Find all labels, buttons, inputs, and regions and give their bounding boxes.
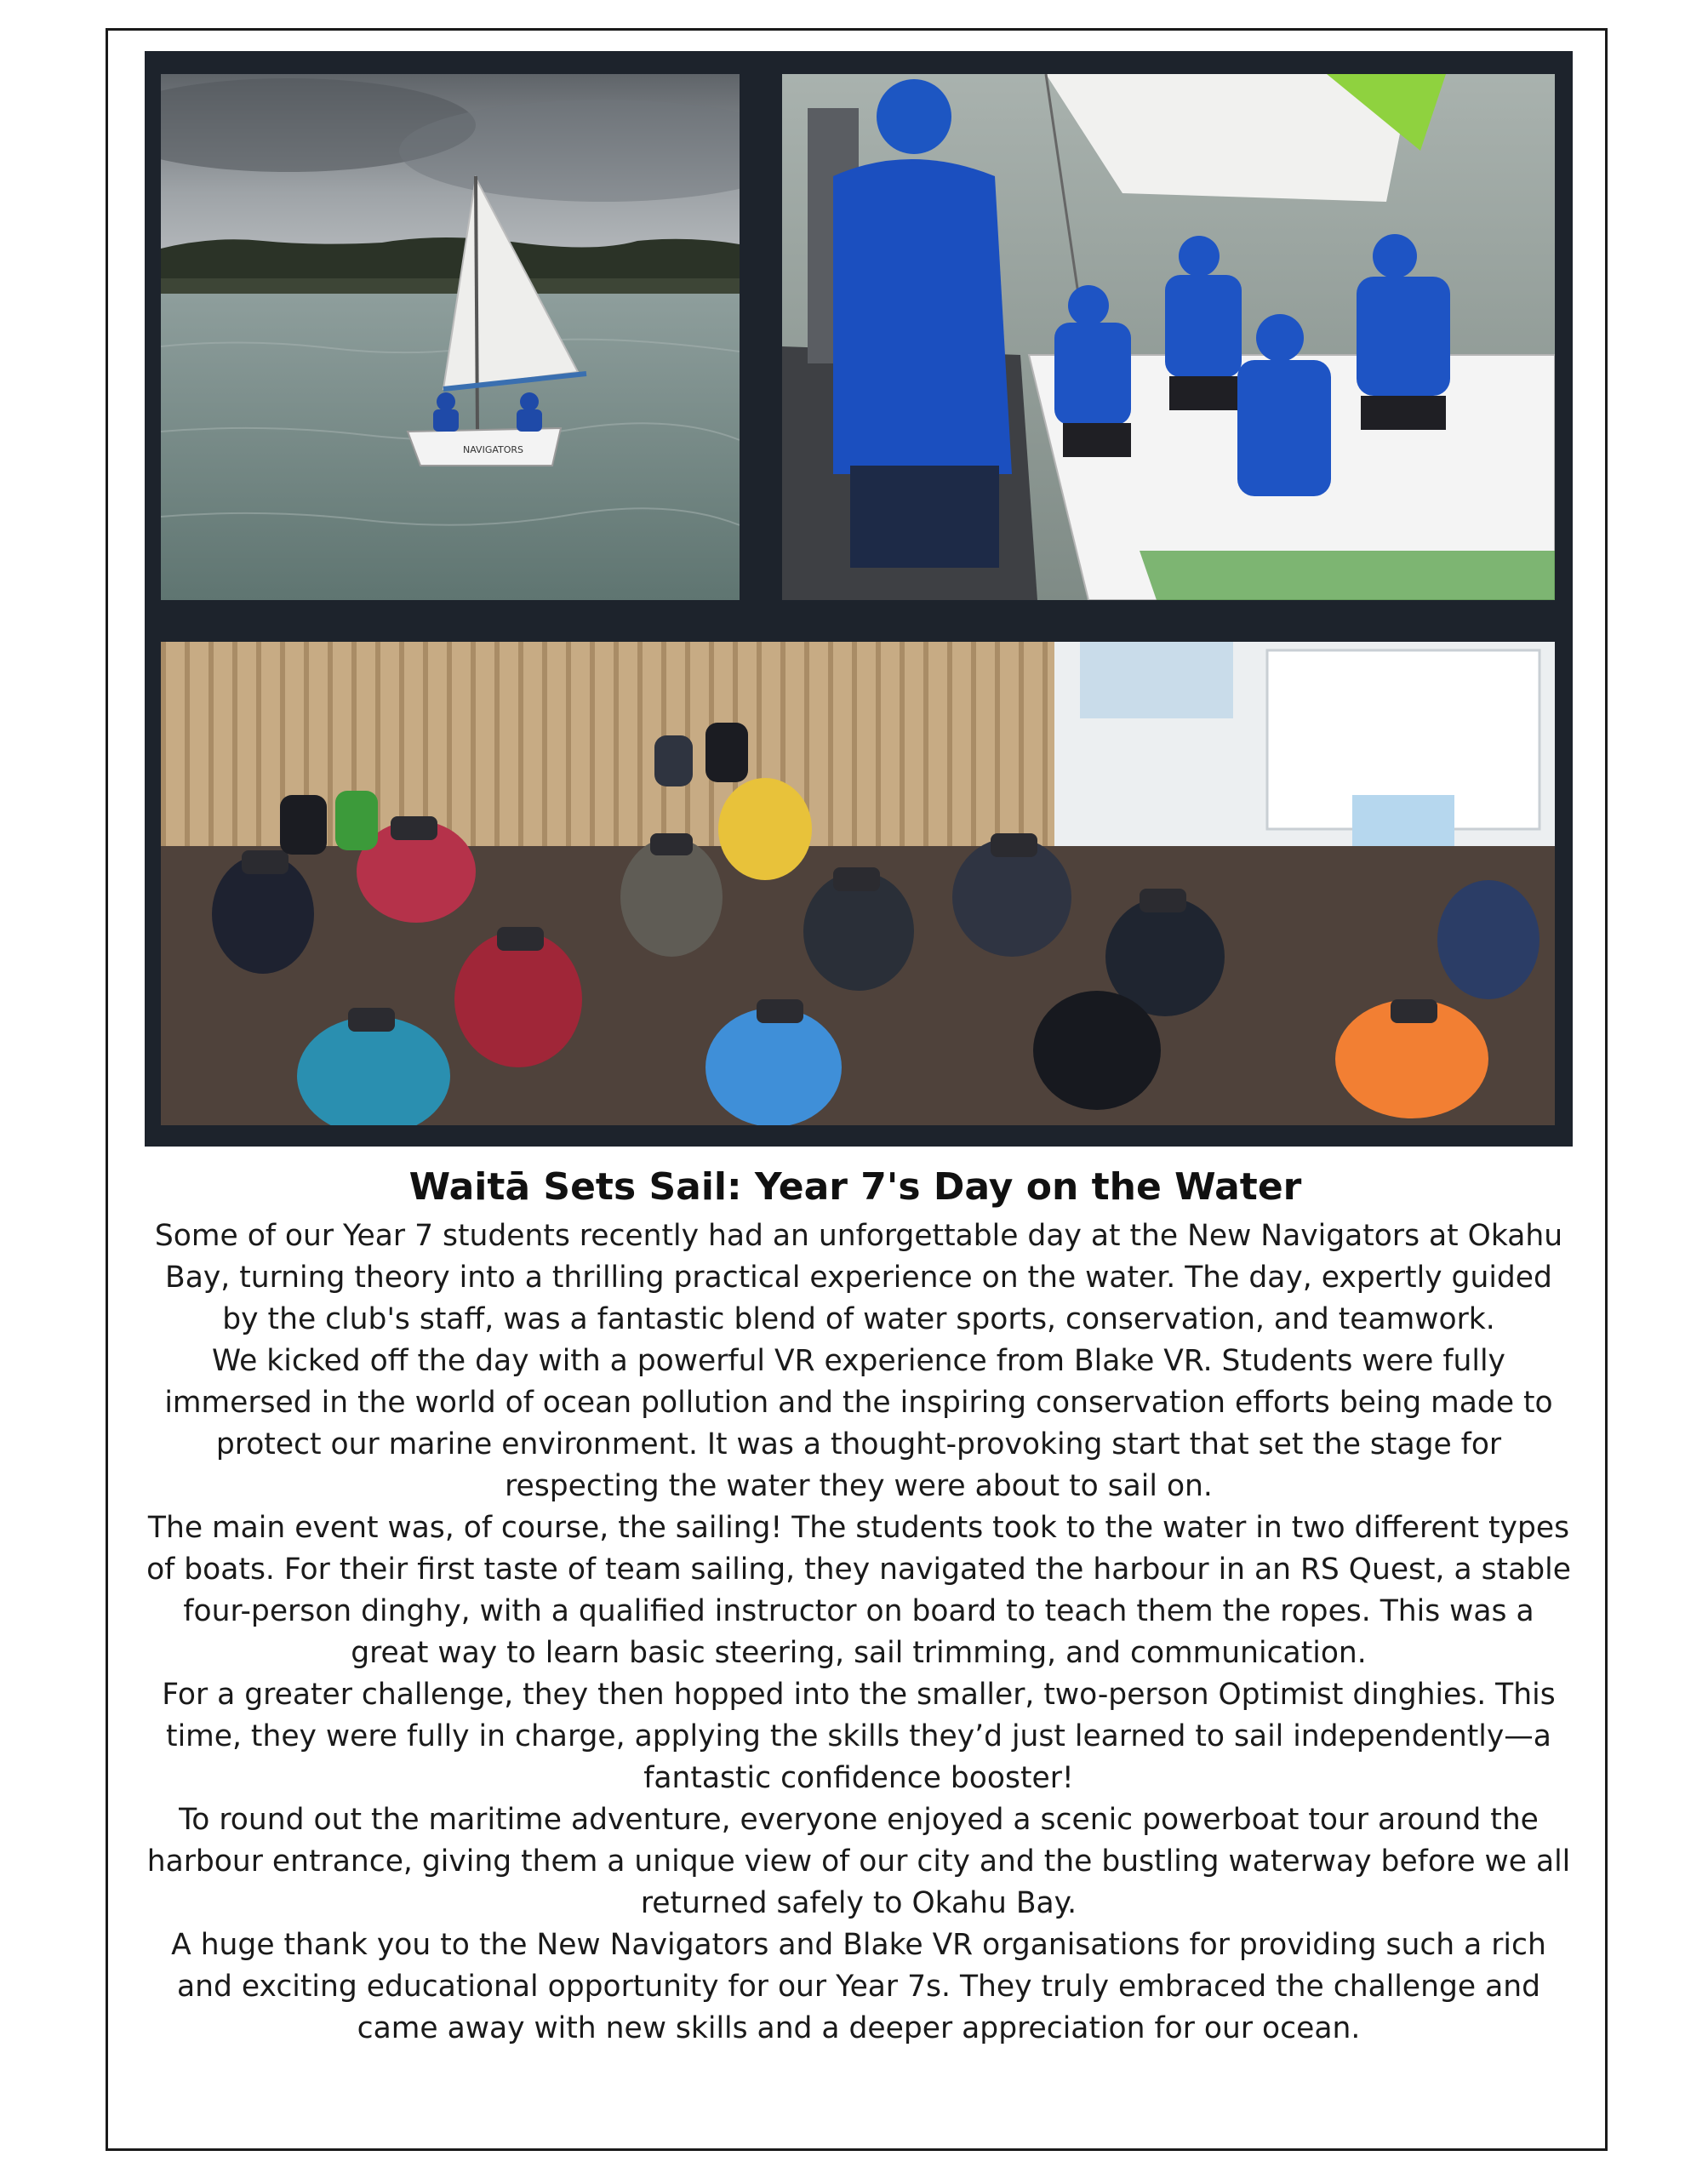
hull-lettering: NAVIGATORS — [463, 444, 524, 455]
article-title: Waitā Sets Sail: Year 7's Day on the Water — [408, 1165, 1302, 1209]
article-paragraph: For a greater challenge, they then hopped into the smaller, two-person Optimist dinghies. This time, they were fully in charge, applying the skills they’d just learned to sail independently—a fantastic confidence booster! — [162, 1678, 1556, 1795]
article-body — [145, 1215, 1573, 2050]
photo-vr-session — [161, 642, 1555, 1125]
photo-collage — [145, 51, 1573, 1147]
photo-rs-quest-crew — [782, 74, 1555, 600]
article-paragraph: The main event was, of course, the sailing! The students took to the water in two different types of boats. For their first taste of team sailing, they navigated the harbour in an RS Quest, a stable four-person dinghy, with a qualified instructor on board to teach them the ropes. This was a great way to learn basic steering, sail trimming, and communication. — [146, 1511, 1571, 1670]
photo-optimist-dinghy — [161, 74, 740, 600]
article-paragraph: A huge thank you to the New Navigators and Blake VR organisations for providing such a rich and exciting educational opportunity for our Year 7s. They truly embraced the challenge and came away with new skills and a deeper appreciation for our ocean. — [171, 1928, 1546, 2045]
article-paragraph: Some of our Year 7 students recently had an unforgettable day at the New Navigators at Okahu Bay, turning theory into a thrilling practical experience on the water. The day, expertly guided by the club's staff, was a fantastic blend of water sports, conservation, and teamwork. — [154, 1219, 1563, 1336]
article-paragraph: We kicked off the day with a powerful VR experience from Blake VR. Students were fully immersed in the world of ocean pollution and the inspiring conservation efforts being made to protect our marine environment. It was a thought-provoking start that set the stage for respecting the water they were about to sail on. — [164, 1344, 1553, 1503]
article-paragraph: To round out the maritime adventure, everyone enjoyed a scenic powerboat tour around the harbour entrance, giving them a unique view of our city and the bustling waterway before we all returned safely to Okahu Bay. — [146, 1803, 1571, 1920]
